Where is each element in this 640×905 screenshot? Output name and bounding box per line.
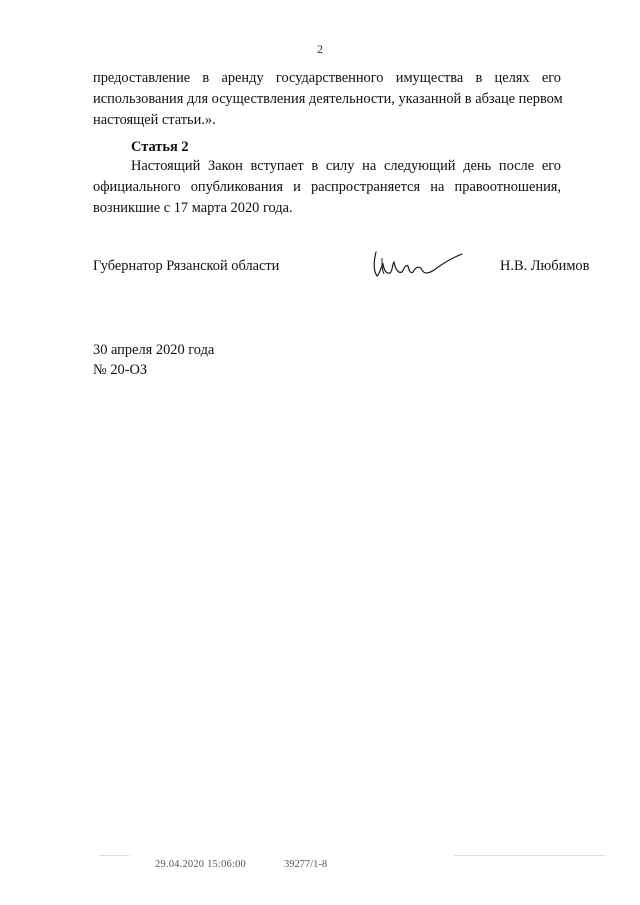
governor-name: Н.В. Любимов	[500, 258, 590, 274]
scan-artifact	[455, 855, 605, 866]
paragraph-line: возникшие с 17 марта 2020 года.	[93, 200, 293, 216]
page-number: 2	[317, 42, 323, 56]
law-number: № 20-ОЗ	[93, 362, 148, 378]
paragraph-line: официального опубликования и распространяется на правоотношения,	[93, 179, 561, 195]
paragraph-line: предоставление в аренду государственного имущества в целях его	[93, 70, 561, 86]
paragraph-line: использования для осуществления деятельности, указанной в абзаце первом	[93, 91, 563, 107]
article-2-heading: Статья 2	[131, 139, 189, 155]
governor-title: Губернатор Рязанской области	[93, 258, 280, 274]
article2-paragraph	[93, 156, 561, 219]
scan-artifact	[100, 855, 130, 866]
footer-timestamp: 29.04.2020 15:06:00	[155, 859, 247, 870]
law-date: 30 апреля 2020 года	[93, 342, 215, 358]
footer-document-code: 39277/1-8	[284, 859, 328, 870]
article1-tail-paragraph	[93, 68, 561, 131]
paragraph-line: настоящей статьи.».	[93, 112, 216, 128]
handwritten-signature	[368, 244, 468, 284]
paragraph-line: Настоящий Закон вступает в силу на следующий день после его	[131, 158, 561, 174]
